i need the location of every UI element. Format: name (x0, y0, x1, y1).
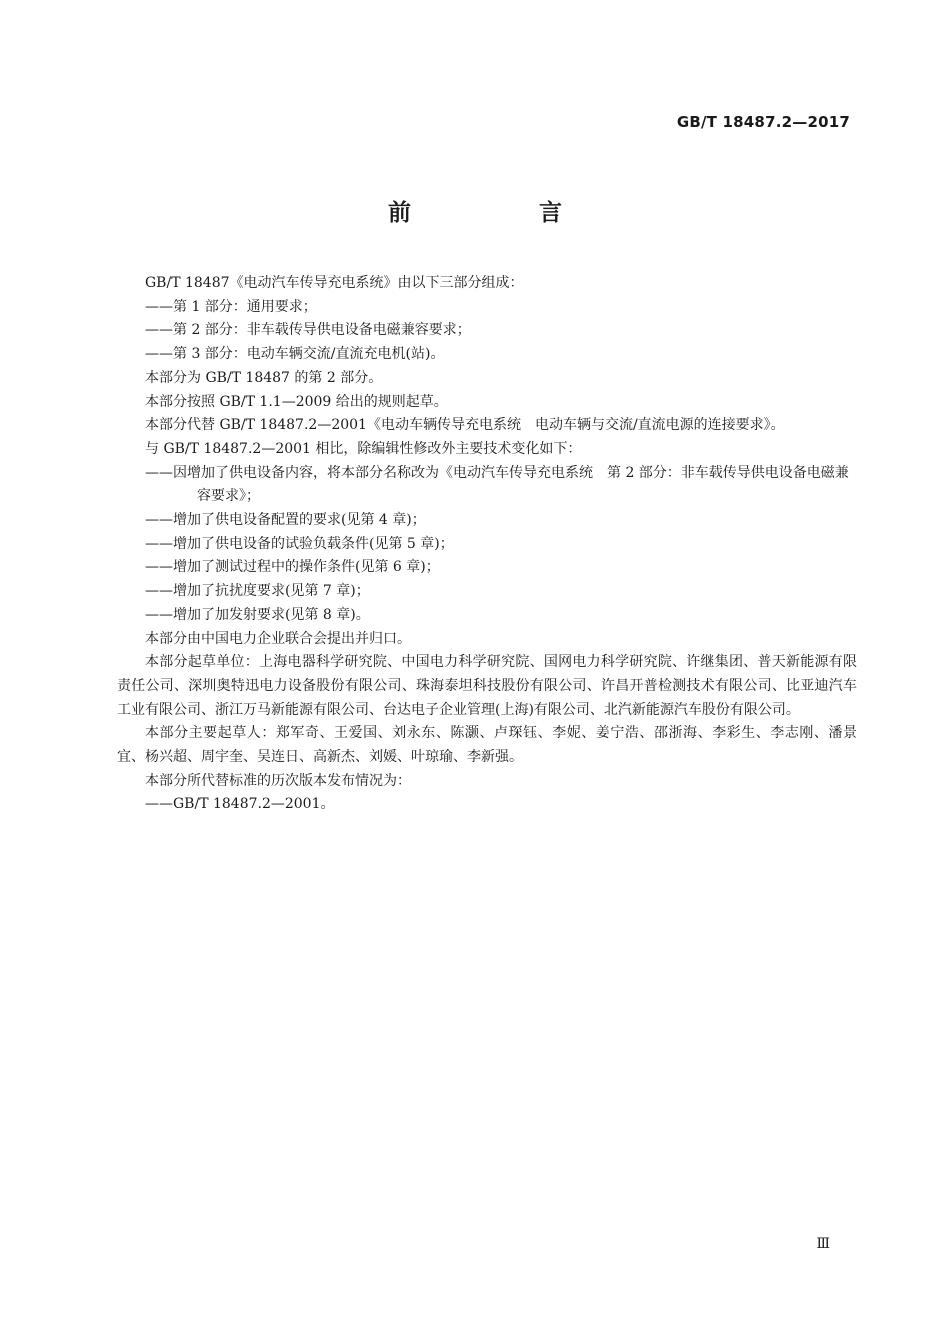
drafters: 本部分主要起草人：郑军奇、王爱国、刘永东、陈灏、卢琛钰、李妮、姜宁浩、邵浙海、李彩生、李志刚、潘景宜、杨兴超、周宇奎、吴连日、高新杰、刘媛、叶琼瑜、李新强。 (117, 725, 857, 766)
drafting-units: 本部分起草单位：上海电器科学研究院、中国电力科学研究院、国网电力科学研究院、许继集团、普天新能源有限责任公司、深圳奥特迅电力设备股份有限公司、珠海泰坦科技股份有限公司、许昌开普检测技术有限公司、比亚迪汽车工业有限公司、浙江万马新能源有限公司、台达电子企业管理(上海)有限公司、北汽新能源汽车股份有限公司。 (117, 654, 857, 718)
part-1-item: ——第 1 部分：通用要求； (145, 298, 317, 315)
change-item-ch4: ——增加了供电设备配置的要求(见第 4 章)； (145, 512, 426, 529)
drafting-rules: 本部分按照 GB/T 1.1—2009 给出的规则起草。 (145, 393, 448, 410)
change-item-name: ——因增加了供电设备内容，将本部分名称改为《电动汽车传导充电系统 第 2 部分：非车载传导供电设备电磁兼容要求》； (145, 464, 849, 505)
history-item: ——GB/T 18487.2—2001。 (145, 796, 335, 813)
proposer-statement: 本部分由中国电力企业联合会提出并归口。 (145, 630, 411, 647)
change-item-ch5: ——增加了供电设备的试验负载条件(见第 5 章)； (145, 535, 454, 552)
part-3-item: ——第 3 部分：电动车辆交流/直流充电机(站)。 (145, 346, 445, 363)
part-2-item: ——第 2 部分：非车载传导供电设备电磁兼容要求； (145, 322, 471, 339)
part-statement: 本部分为 GB/T 18487 的第 2 部分。 (145, 369, 383, 386)
page-number: Ⅲ (816, 1236, 830, 1252)
page-title: 前 言 (387, 200, 622, 226)
intro-paragraph: GB/T 18487《电动汽车传导充电系统》由以下三部分组成： (145, 275, 524, 291)
replacement-statement: 本部分代替 GB/T 18487.2—2001《电动车辆传导充电系统 电动车辆与交流/直流电源的连接要求》。 (145, 417, 785, 434)
change-item-ch8: ——增加了加发射要求(见第 8 章)。 (145, 606, 370, 623)
history-intro: 本部分所代替标准的历次版本发布情况为： (145, 772, 411, 789)
standard-code: GB/T 18487.2—2017 (676, 113, 850, 131)
changes-intro: 与 GB/T 18487.2—2001 相比，除编辑性修改外主要技术变化如下： (145, 440, 582, 457)
change-item-ch7: ——增加了抗扰度要求(见第 7 章)； (145, 583, 370, 600)
change-item-ch6: ——增加了测试过程中的操作条件(见第 6 章)； (145, 559, 440, 576)
document-body (117, 272, 857, 817)
